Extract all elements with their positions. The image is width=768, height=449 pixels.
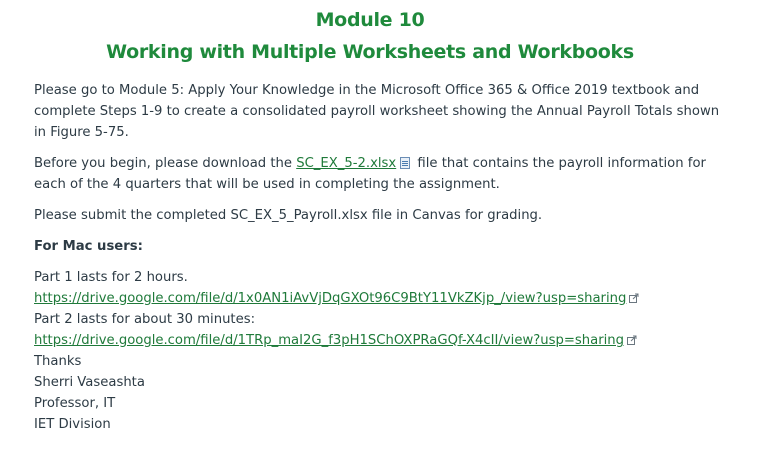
signature-name: Sherri Vaseashta xyxy=(34,375,145,390)
download-text-after: file that contains the payroll information for each of the 4 quarters that will be used in completing the assignment. xyxy=(34,156,706,192)
excel-file-icon[interactable] xyxy=(400,157,410,169)
part2-text: Part 2 lasts for about 30 minutes: xyxy=(34,312,256,327)
mac-instructions xyxy=(34,267,734,435)
file-download-link[interactable]: SC_EX_5-2.xlsx xyxy=(296,156,397,171)
intro-paragraph: Please go to Module 5: Apply Your Knowledge in the Microsoft Office 365 & Office 2019 textbook and complete Steps 1-9 to create a consolidated payroll worksheet showing the Annual Payroll Totals shown in Figure 5-75. xyxy=(34,83,720,140)
assignment-content xyxy=(34,80,734,435)
part1-video-link[interactable]: https://drive.google.com/file/d/1x0AN1iAvVjDqGXOt96C9BtY11VkZKjp_/view?usp=sharing xyxy=(34,291,627,306)
download-text-before: Before you begin, please download the xyxy=(34,156,292,171)
part2-video-link[interactable]: https://drive.google.com/file/d/1TRp_maI2G_f3pH1SChOXPRaGQf-X4cII/view?usp=sharing xyxy=(34,333,625,348)
part1-line xyxy=(34,288,734,309)
page-title: Module 10 xyxy=(315,9,425,31)
page-subtitle: Working with Multiple Worksheets and Workbooks xyxy=(106,41,634,63)
mac-heading: For Mac users: xyxy=(34,239,143,254)
signature-role: Professor, IT xyxy=(34,396,116,411)
external-link-icon[interactable] xyxy=(627,335,637,345)
external-link-icon[interactable] xyxy=(629,293,639,303)
submit-paragraph: Please submit the completed SC_EX_5_Payroll.xlsx file in Canvas for grading. xyxy=(34,208,543,223)
part1-text: Part 1 lasts for 2 hours. xyxy=(34,270,188,285)
thanks-text: Thanks xyxy=(34,354,82,369)
download-paragraph xyxy=(34,153,734,195)
part2-line xyxy=(34,330,734,351)
signature-division: IET Division xyxy=(34,417,111,432)
